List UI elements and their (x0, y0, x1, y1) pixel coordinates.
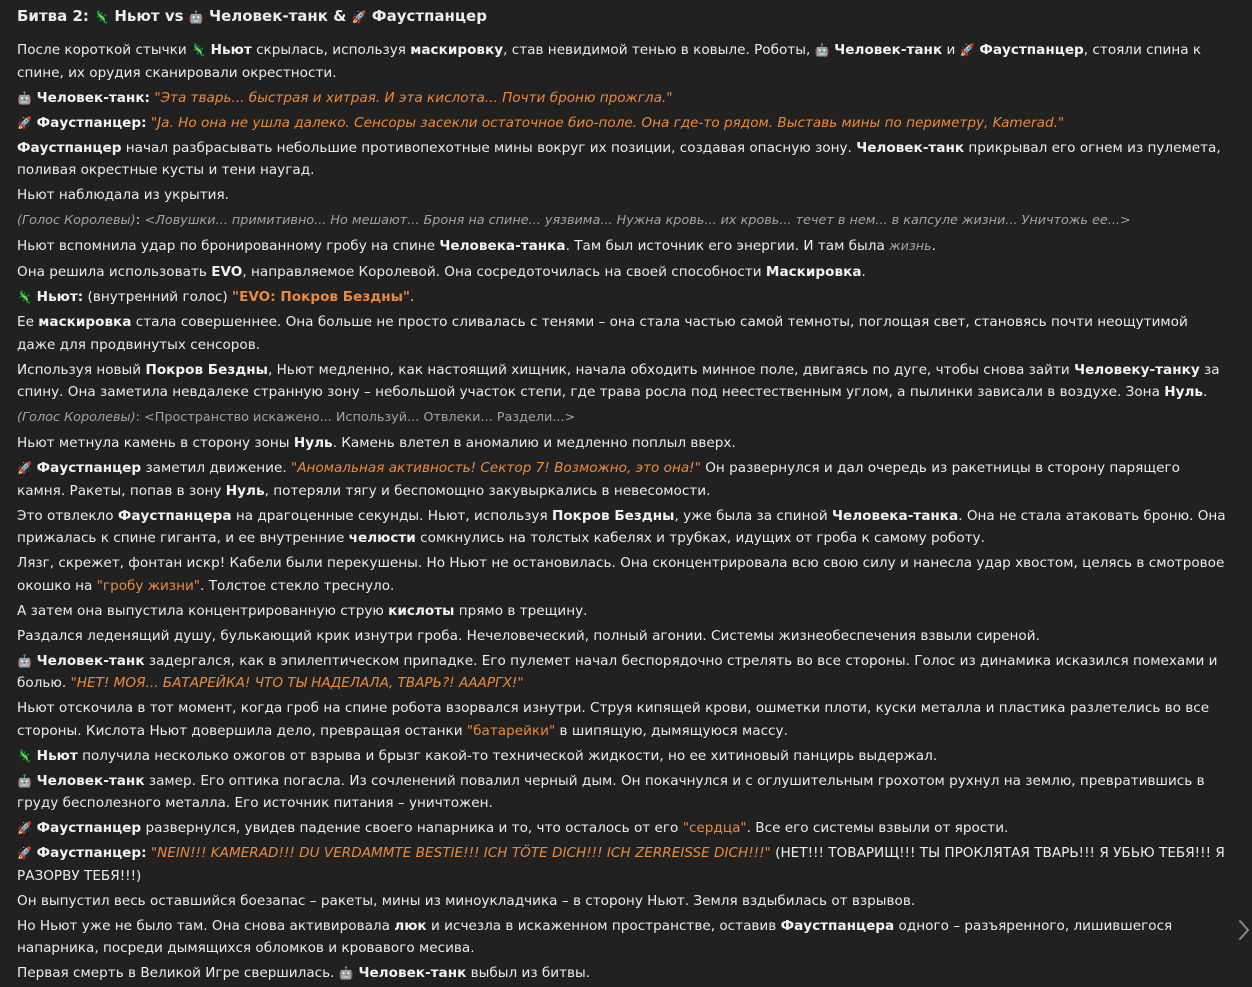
plain-text: развернулся, увидев падение своего напарника и то, что осталось от его (141, 820, 683, 836)
story-paragraph (17, 311, 1229, 356)
bold-text: кислоты (388, 602, 455, 619)
bold-text: Человек-танк (353, 965, 467, 981)
plain-text: Он выпустил весь оставшийся боезапас – ракеты, мины из миноукладчика – в сторону Ньют. Земля вздыбилась от взрывов. (17, 892, 916, 909)
plain-text: Ньют наблюдала из укрытия. (17, 187, 229, 203)
orange-quote: "батарейки" (466, 722, 556, 739)
bold-text: Ньют (31, 747, 78, 764)
character-emoji-icon: 🚀 (17, 821, 32, 835)
plain-text: Используя новый (17, 361, 146, 378)
gray-italic-text: жизнь (889, 239, 932, 254)
plain-text: задергался, как в эпилептическом припадке. Его пулемет начал беспорядочно стрелять во все стороны. Голос из динамика исказился помехами и болью. (17, 652, 1218, 691)
character-emoji-icon: 🚀 (959, 43, 975, 57)
plain-text: стала совершеннее. Она больше не просто сливалась с тенями – она стала частью самой темноты, поглощая свет, становясь почти неощутимой даже для продвинутых сенсоров. (17, 314, 1188, 353)
story-paragraph (17, 39, 1229, 84)
bold-text: Покров Бездны (551, 507, 675, 524)
bold-text: Фаустпанцер (974, 42, 1084, 58)
plain-text: Первая смерть в Великой Игре свершилась. (17, 965, 339, 981)
plain-text: Это отвлекло (17, 507, 118, 524)
character-emoji-icon: 🦎 (17, 748, 32, 763)
story-paragraph (17, 817, 1229, 840)
plain-text: . Она не стала атаковать броню. Она прижалась к спине гиганта, и ее внутренние (17, 507, 1226, 546)
plain-text: . Там был источник его энергии. И там была (565, 238, 890, 254)
story-paragraph (17, 890, 1229, 913)
character-emoji-icon: 🤖 (338, 966, 354, 980)
bold-text: Человек-танк (31, 772, 145, 789)
character-emoji-icon: 🦎 (17, 290, 32, 304)
plain-text: на драгоценные секунды. Ньют, используя (231, 507, 552, 524)
story-paragraph (17, 209, 1229, 233)
bold-text: Фаустпанцер: (31, 845, 147, 861)
bold-text: Фаустпанцер (31, 820, 142, 836)
orange-italic-quote: "NEIN!!! KAMERAD!!! DU VERDAMMTE BESTIE!!! ICH TÖTE DICH!!! ICH ZERREISSE DICH!!!" (150, 845, 771, 861)
plain-text: Человек-танк & (203, 7, 352, 25)
story-paragraph (17, 625, 1229, 648)
bold-text: Покров Бездны (145, 361, 268, 378)
plain-text: замер. Его оптика погасла. Из сочленений повалил черный дым. Он покачнулся и с оглушительным грохотом рухнул на землю, превратившись в груду бесполезного металла. Его источник питания – уничтожен. (17, 772, 1205, 811)
story-paragraph (17, 359, 1229, 404)
character-emoji-icon: 🤖 (17, 653, 32, 668)
bold-text: Человек-танк (856, 139, 965, 156)
bold-text: Маскировка (765, 264, 862, 280)
orange-quote: "гробу жизни" (96, 577, 201, 594)
character-emoji-icon: 🤖 (188, 10, 204, 24)
bold-text: Ньют (205, 42, 252, 58)
character-emoji-icon: 🤖 (17, 773, 32, 788)
plain-text: Битва 2: (17, 7, 95, 25)
bold-text: Ньют: (31, 289, 84, 305)
gray-italic-text: (Голос Королевы) (17, 410, 136, 425)
plain-text: . (1203, 384, 1208, 400)
plain-text: за спину. Она заметила невдалеке странную зону – небольшой участок степи, где трава росла под неестественным углом, а пылинки зависали в воздухе. Зона (17, 361, 1220, 400)
plain-text: Ньют вспомнила удар по бронированному гробу на спине (17, 238, 440, 254)
story-paragraph (17, 112, 1229, 135)
story-message (17, 3, 1229, 987)
character-emoji-icon: 🚀 (351, 10, 367, 24)
plain-text: Ньют метнула камень в сторону зоны (17, 435, 294, 451)
battle-title (17, 3, 1229, 30)
plain-text: заметил движение. (141, 460, 291, 476)
plain-text: Ньют отскочила в тот момент, когда гроб на спине робота взорвался изнутри. Струя кипящей крови, ошметки плоти, куски металла и пластика разлетелись во все стороны. Кислота Ньют довершила дело, превращая останки (17, 700, 1210, 739)
plain-text: Ньют vs (109, 7, 189, 25)
plain-text: . (409, 289, 415, 305)
plain-text: , направляемое Королевой. Она сосредоточилась на своей способности (242, 264, 766, 280)
story-paragraph (17, 457, 1229, 502)
story-paragraph (17, 235, 1229, 259)
bold-text: EVO (211, 264, 243, 280)
bold-text: Нуль (293, 435, 333, 451)
story-paragraph (17, 505, 1229, 550)
plain-text: одного – разъяренного, лишившегося напарника, посреди дымящихся обломков и кровавого месива. (17, 917, 1173, 956)
plain-text: А затем она выпустила концентрированную струю (17, 602, 389, 619)
bold-text: челюсти (348, 530, 416, 546)
bold-text: Человека-танка (831, 507, 959, 524)
plain-text: , уже была за спиной (674, 507, 832, 524)
plain-text: . (861, 264, 866, 280)
story-paragraph (17, 184, 1229, 207)
bold-text: Фаустпанцер (17, 139, 122, 156)
plain-text: : (135, 212, 145, 228)
story-paragraph (17, 137, 1229, 182)
bold-text: маскировку (410, 42, 504, 58)
bold-text: маскировка (38, 314, 132, 330)
gray-italic-text: <Ловушки... примитивно... Но мешают... Броня на спине... уязвима... Нужна кровь... их кровь... течет в нем... в капсуле жизни... Уничтожь ее...> (144, 213, 1131, 228)
bold-text: Нуль (1164, 384, 1204, 400)
bold-text: Человека-танка (439, 238, 566, 254)
plain-text: , Ньют медленно, как настоящий хищник, начала обходить минное поле, двигаясь по дуге, чтобы снова зайти (267, 361, 1075, 378)
story-paragraph (17, 650, 1229, 695)
story-paragraph (17, 552, 1229, 597)
gray-italic-text: (Голос Королевы) (17, 213, 136, 228)
plain-text: Но Ньют уже не было там. Она снова активировала (17, 917, 395, 934)
plain-text: , став невидимой тенью в ковыле. Роботы, (503, 42, 815, 58)
bold-text: Человек-танк (829, 42, 943, 58)
bold-text: Фаустпанцера (780, 917, 895, 934)
plain-text: выбыл из битвы. (466, 965, 591, 981)
plain-text: Лязг, скрежет, фонтан искр! Кабели были перекушены. Но Ньют не остановилась. Она сконцентрировала всю свою силу и нанесла удар хвостом, целясь в смотровое окошко на (17, 555, 1225, 594)
orange-italic-quote: "Ja. Но она не ушла далеко. Сенсоры засекли остаточное био-поле. Она где-то рядом. Выставь мины по периметру, Kamerad." (150, 114, 1065, 131)
story-paragraph (17, 842, 1229, 887)
bold-text: Человеку-танку (1074, 361, 1200, 378)
story-paragraph (17, 745, 1229, 768)
plain-text: . (931, 238, 936, 254)
story-paragraph (17, 261, 1229, 284)
character-emoji-icon: 🚀 (17, 115, 32, 130)
bold-text: Человек-танк: (31, 89, 150, 106)
plain-text: Ее (17, 314, 39, 330)
orange-quote: "сердца" (682, 820, 747, 836)
plain-text: Фаустпанцер (366, 7, 487, 25)
plain-text: . Толстое стекло треснуло. (200, 577, 395, 594)
plain-text: Раздался леденящий душу, булькающий крик изнутри гроба. Нечеловеческий, полный агонии. Системы жизнеобеспечения взвыли сиреной. (17, 627, 1040, 644)
plain-text: (НЕТ!!! ТОВАРИЩ!!! ТЫ ПРОКЛЯТАЯ ТВАРЬ!!! Я УБЬЮ ТЕБЯ!!! Я РАЗОРВУ ТЕБЯ!!!) (17, 845, 1225, 884)
story-paragraph (17, 87, 1229, 110)
story-paragraph (17, 697, 1229, 742)
story-paragraph (17, 286, 1229, 309)
plain-text: в шипящую, дымящуюся массу. (555, 722, 788, 739)
character-emoji-icon: 🦎 (190, 43, 206, 57)
character-emoji-icon: 🦎 (94, 10, 110, 24)
plain-text: скрылась, используя (251, 42, 411, 58)
bold-text: Фаустпанцер: (31, 114, 147, 131)
bold-text: Фаустпанцер (31, 460, 142, 476)
plain-text: . Все его системы взвыли от ярости. (746, 820, 1009, 836)
bold-text: Человек-танк (31, 652, 145, 669)
plain-text: , потеряли тягу и беспомощно закувыркались в невесомости. (264, 482, 711, 499)
bold-text: Фаустпанцера (117, 507, 232, 524)
character-emoji-icon: 🤖 (17, 90, 32, 105)
character-emoji-icon: 🚀 (17, 461, 32, 475)
story-paragraph (17, 432, 1229, 455)
plain-text: начал разбрасывать небольшие противопехотные мины вокруг их позиции, создавая опасную зону. (121, 139, 857, 156)
orange-italic-quote: "Эта тварь... быстрая и хитрая. И эта кислота... Почти броню прожгла." (154, 89, 673, 106)
plain-text: и (942, 42, 960, 58)
character-emoji-icon: 🤖 (814, 43, 830, 57)
plain-text: Она решила использовать (17, 264, 212, 280)
story-paragraph (17, 770, 1229, 815)
orange-italic-quote: "НЕТ! МОЯ... БАТАРЕЙКА! ЧТО ТЫ НАДЕЛАЛА, ТВАРЬ?! АААРГХ!" (70, 675, 524, 691)
story-paragraph (17, 962, 1229, 985)
story-paragraph (17, 600, 1229, 623)
plain-text: . Камень влетел в аномалию и медленно поплыл вверх. (332, 435, 736, 451)
orange-bold-quote: "EVO: Покров Бездны" (232, 289, 410, 305)
plain-text: сомкнулись на толстых кабелях и трубках, идущих от гроба к самому роботу. (415, 530, 985, 546)
chevron-right-icon[interactable] (1238, 918, 1250, 942)
orange-italic-quote: "Аномальная активность! Сектор 7! Возможно, это она!" (290, 460, 701, 476)
plain-text: Он развернулся и дал очередь из ракетницы в сторону парящего камня. Ракеты, попав в зону (17, 460, 1180, 499)
plain-text: , стояли спина к спине, их орудия сканировали окрестности. (17, 42, 1202, 81)
plain-text: прикрывал его огнем из пулемета, поливая окрестные кусты и тени наугад. (17, 139, 1221, 178)
story-paragraphs (17, 39, 1229, 985)
bold-text: Нуль (225, 482, 265, 499)
story-paragraph (17, 406, 1229, 430)
character-emoji-icon: 🚀 (17, 846, 32, 860)
plain-text: и исчезла в искаженном пространстве, оставив (426, 917, 781, 934)
plain-text: прямо в трещину. (454, 602, 588, 619)
plain-text: После короткой стычки (17, 42, 191, 58)
story-paragraph (17, 915, 1229, 960)
plain-text: получила несколько ожогов от взрыва и брызг какой-то технической жидкости, но ее хитиновый панцирь выдержал. (77, 747, 938, 764)
plain-text: (внутренний голос) (83, 289, 233, 305)
bold-text: люк (394, 917, 427, 934)
gray-text: : <Пространство искажено... Используй... Отвлеки... Раздели...> (135, 410, 576, 425)
